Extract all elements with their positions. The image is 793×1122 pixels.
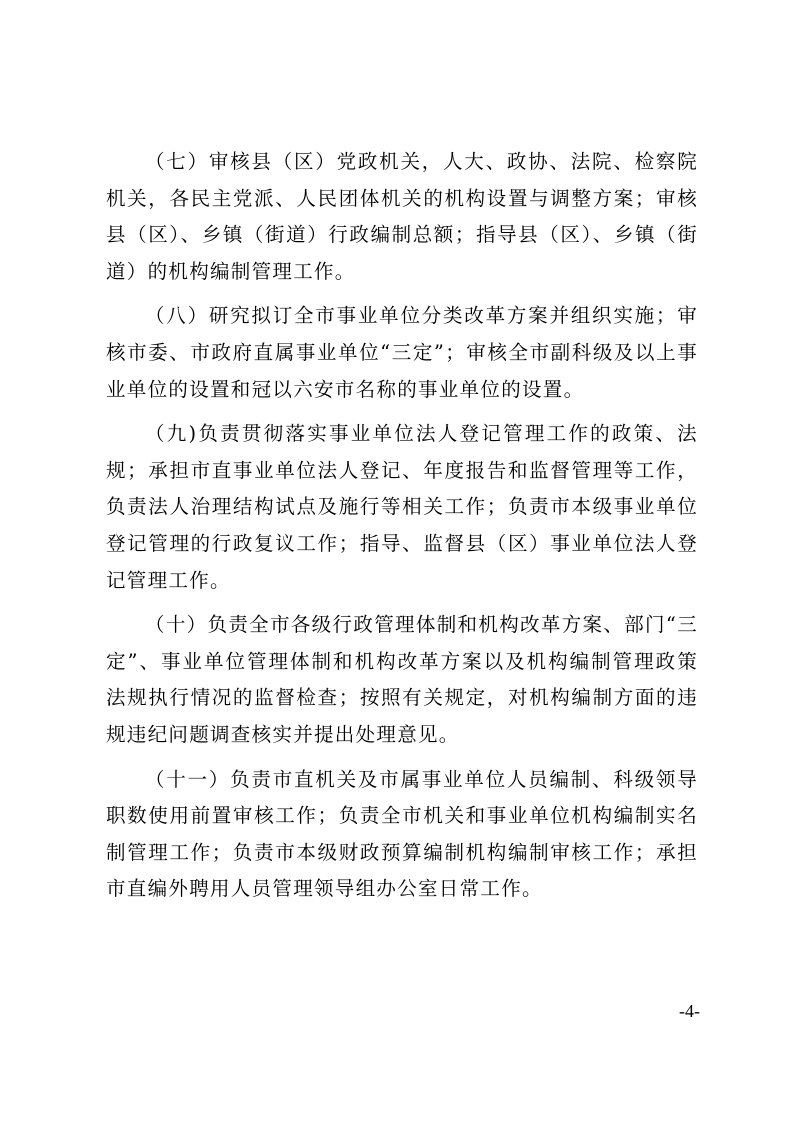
document-body [106,144,698,916]
paragraph-item-10: （十）负责全市各级行政管理体制和机构改革方案、部门“三定”、事业单位管理体制和机构改革方案以及机构编制管理政策法规执行情况的监督检查；按照有关规定，对机构编制方面的违规违纪问题调查核实并提出处理意见。 [106,613,698,746]
paragraph-item-7: （七）审核县（区）党政机关，人大、政协、法院、检察院机关，各民主党派、人民团体机关的机构设置与调整方案；审核县（区）、乡镇（街道）行政编制总额；指导县（区）、乡镇（街道）的机构编制管理工作。 [106,150,698,283]
page-number: -4- [679,1001,700,1021]
paragraph-item-8: （八）研究拟订全市事业单位分类改革方案并组织实施；审核市委、市政府直属事业单位“三定”；审核全市副科级及以上事业单位的设置和冠以六安市名称的事业单位的设置。 [106,304,698,401]
paragraph-item-9: （九)负责贯彻落实事业单位法人登记管理工作的政策、法规；承担市直事业单位法人登记、年度报告和监督管理等工作，负责法人治理结构试点及施行等相关工作；负责市本级事业单位登记管理的行政复议工作；指导、监督县（区）事业单位法人登记管理工作。 [106,422,698,592]
paragraph-item-11: （十一）负责市直机关及市属事业单位人员编制、科级领导职数使用前置审核工作；负责全市机关和事业单位机构编制实名制管理工作；负责市本级财政预算编制机构编制审核工作；承担市直编外聘用人员管理领导组办公室日常工作。 [106,767,698,901]
